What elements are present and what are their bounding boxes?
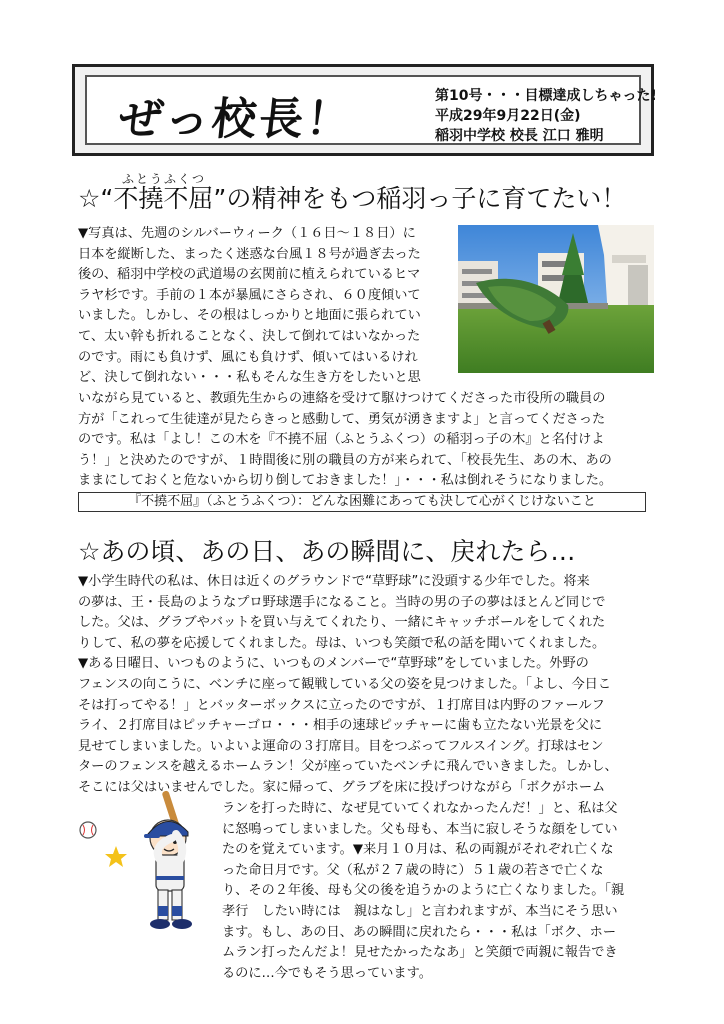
- text-line: いました。しかし、その根はしっかりと地面に張られてい: [78, 308, 421, 324]
- text-line: ムラン打ったんだよ！見せたかったなあ」と笑顔で両親に報告でき: [222, 945, 618, 961]
- text-line: に怒鳴ってしまいました。父も母も、本当に寂しそうな顔をしてい: [222, 821, 618, 837]
- text-line: ランを打った時に、なぜ見ていてくれなかったんだ！」と、私は父: [222, 801, 618, 816]
- section1-text-left: [78, 224, 450, 389]
- text-line: のです。私は「よし！この木を『不撓不屈（ふとうふくつ）の稲羽っ子の木』と名付けよ: [78, 432, 605, 448]
- text-line: ▼写真は、先週のシルバーウィーク（１６日〜１８日）に: [78, 226, 416, 241]
- section2-text-full: [78, 572, 654, 799]
- section1-text-full: [78, 389, 654, 492]
- text-line: たのを覚えています。▼来月１０月は、私の両親がそれぞれ亡くな: [222, 842, 614, 858]
- text-line: ターのフェンスを越えるホームラン！父が座っていたベンチに飛んでいきました。しかし、: [78, 759, 618, 775]
- furigana: ふとうふくつ: [122, 172, 207, 186]
- date-line: 平成29年9月22日(金): [435, 108, 581, 124]
- text-line: ラヤ杉です。手前の１本が暴風にさらされ、６０度傾いて: [78, 287, 421, 303]
- text-line: そこには父はいませんでした。家に帰って、グラブを床に投げつけながら「ボクがホーム: [78, 779, 606, 795]
- section2-text-right: [222, 799, 654, 984]
- text-line: 孝行 したい時には 親はなし」と言われますが、本当にそう思い: [222, 903, 618, 919]
- header-inner-frame: [85, 75, 657, 145]
- text-line: 方が「これって生徒達が見たらきっと感動して、勇気が湧きますよ」と言ってくださった: [78, 411, 606, 427]
- text-line: 日本を縦断した、まったく迷惑な台風１８号が過ぎ去った: [78, 246, 421, 262]
- issue-line: 第10号・・・目標達成しちゃった!: [435, 88, 657, 104]
- text-line: いながら見ていると、教頭先生からの連絡を受けて駆けつけてくださった市役所の職員の: [78, 391, 606, 406]
- text-line: 後の、稲羽中学校の武道場の玄関前に植えられているヒマ: [78, 267, 421, 283]
- author-line: 稲羽中学校 校長 江口 雅明: [435, 128, 604, 144]
- section-heading-2: ☆あの頃、あの日、あの瞬間に、戻れたら…: [78, 537, 576, 566]
- text-line: るのに…今でもそう思っています。: [222, 965, 432, 981]
- text-line: フェンスの向こうに、ベンチに座って観戦している父の姿を見つけました。「よし、今日こ: [78, 676, 612, 692]
- text-line: う！」と決めたのですが、１時間後に別の職員の方が来られて、「校長先生、あの木、あの: [78, 452, 612, 468]
- text-line: りして、私の夢を応援してくれました。母は、いつも笑顔で私の話を聞いてくれました。: [78, 635, 606, 651]
- section-heading-1: ☆“不撓不屈”の精神をもつ稲羽っ子に育てたい！: [78, 184, 627, 213]
- text-line: ままにしておくと危ないから切り倒しておきました！」・・・私は倒れそうになりました。: [78, 473, 613, 489]
- text-line: った命日月です。父（私が２７歳の時に）５１歳の若さで亡くな: [222, 862, 604, 878]
- text-line: て、太い幹も折れることなく、決して倒れてはいなかった: [78, 328, 421, 344]
- text-line: した。父は、グラブやバットを買い与えてくれたり、一緒にキャッチボールをしてくれた: [78, 615, 606, 631]
- newsletter-header: [72, 64, 657, 156]
- text-line: り、その２年後、母も父の後を追うかのように亡くなりました。「親: [222, 883, 625, 899]
- newsletter-title: ぜっ校長！: [116, 94, 356, 145]
- text-line: ▼小学生時代の私は、休日は近くのグラウンドで“草野球”に没頭する少年でした。将来: [78, 574, 590, 589]
- text-line: ど、決して倒れない・・・私もそんな生き方をしたいと思: [78, 370, 421, 386]
- text-line: ▼ある日曜日、いつものように、いつものメンバーで“草野球”をしていました。外野の: [78, 656, 589, 672]
- baseball-player-illustration: [72, 788, 218, 938]
- text-line: の夢は、王・長島のようなプロ野球選手になること。当時の男の子の夢はほとんど同じで: [78, 594, 606, 610]
- text-line: そは打ってやる！」とバッターボックスに立ったのですが、１打席目は内野のファールフ: [78, 697, 605, 713]
- text-line: ライ、２打席目はピッチャーゴロ・・・相手の速球ピッチャーに歯も立たない光景を父に: [78, 718, 603, 734]
- text-line: 見せてしまいました。いよいよ運命の３打席目。目をつぶってフルスイング。打球はセン: [78, 738, 604, 754]
- text-line: のです。雨にも負けず、風にも負けず、傾いてはいるけれ: [78, 349, 418, 365]
- leaning-cedar-photo: [458, 225, 654, 373]
- text-line: ます。もし、あの日、あの瞬間に戻れたら・・・私は「ボク、ホー: [222, 924, 617, 940]
- definition-box: 『不撓不屈』（ふとうふくつ）：どんな困難にあっても決して心がくじけないこと: [78, 492, 646, 512]
